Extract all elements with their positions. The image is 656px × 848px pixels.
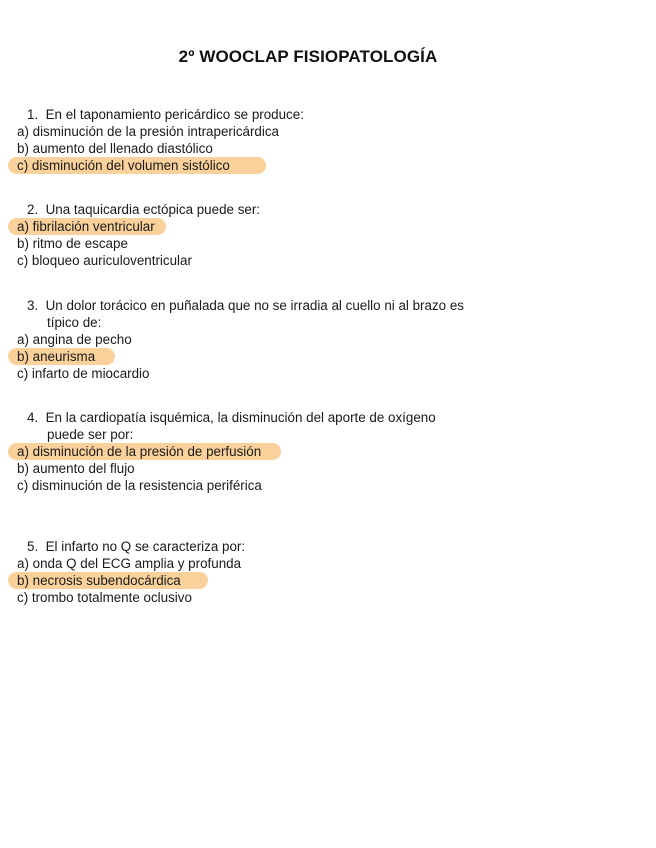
answer-option: a) disminución de la presión intrapericárdica (17, 124, 279, 139)
question-text (0, 409, 467, 443)
answer-option: c) disminución de la resistencia periférica (17, 478, 262, 493)
answer-option-correct: a) disminución de la presión de perfusión (0, 443, 600, 460)
question-5 (0, 538, 600, 606)
question-number: 4. (27, 410, 39, 425)
question-stem: El infarto no Q se caracteriza por: (45, 539, 246, 554)
question-stem: En el taponamiento pericárdico se produce: (45, 107, 304, 122)
question-stem: Un dolor torácico en puñalada que no se irradia al cuello ni al brazo es típico de: (45, 298, 468, 330)
answer-option-correct: b) necrosis subendocárdica (0, 572, 600, 589)
question-text (0, 538, 600, 555)
answer-option: a) angina de pecho (17, 332, 132, 347)
question-2 (0, 201, 600, 269)
answer-option: c) bloqueo auriculoventricular (17, 253, 192, 268)
question-4 (0, 409, 600, 494)
question-number: 1. (27, 107, 39, 122)
question-number: 3. (27, 298, 39, 313)
answer-option: a) onda Q del ECG amplia y profunda (17, 556, 242, 571)
question-stem: En la cardiopatía isquémica, la disminución del aporte de oxígeno puede ser por: (45, 410, 440, 442)
question-3 (0, 297, 600, 382)
document-title: 2º WOOCLAP FISIOPATOLOGÍA (178, 47, 438, 66)
question-stem: Una taquicardia ectópica puede ser: (45, 202, 261, 217)
answer-option-correct: b) aneurisma (0, 348, 600, 365)
answer-option-correct: c) disminución del volumen sistólico (0, 157, 600, 174)
question-text (0, 106, 600, 123)
answer-option: c) trombo totalmente oclusivo (17, 590, 192, 605)
question-text (0, 201, 600, 218)
question-number: 2. (27, 202, 39, 217)
answer-option: b) ritmo de escape (17, 236, 128, 251)
answer-option-correct: a) fibrilación ventricular (0, 218, 600, 235)
question-1 (0, 106, 600, 174)
question-text (0, 297, 467, 331)
answer-option: b) aumento del flujo (17, 461, 135, 476)
question-number: 5. (27, 539, 39, 554)
answer-option: b) aumento del llenado diastólico (17, 141, 213, 156)
answer-option: c) infarto de miocardio (17, 366, 150, 381)
